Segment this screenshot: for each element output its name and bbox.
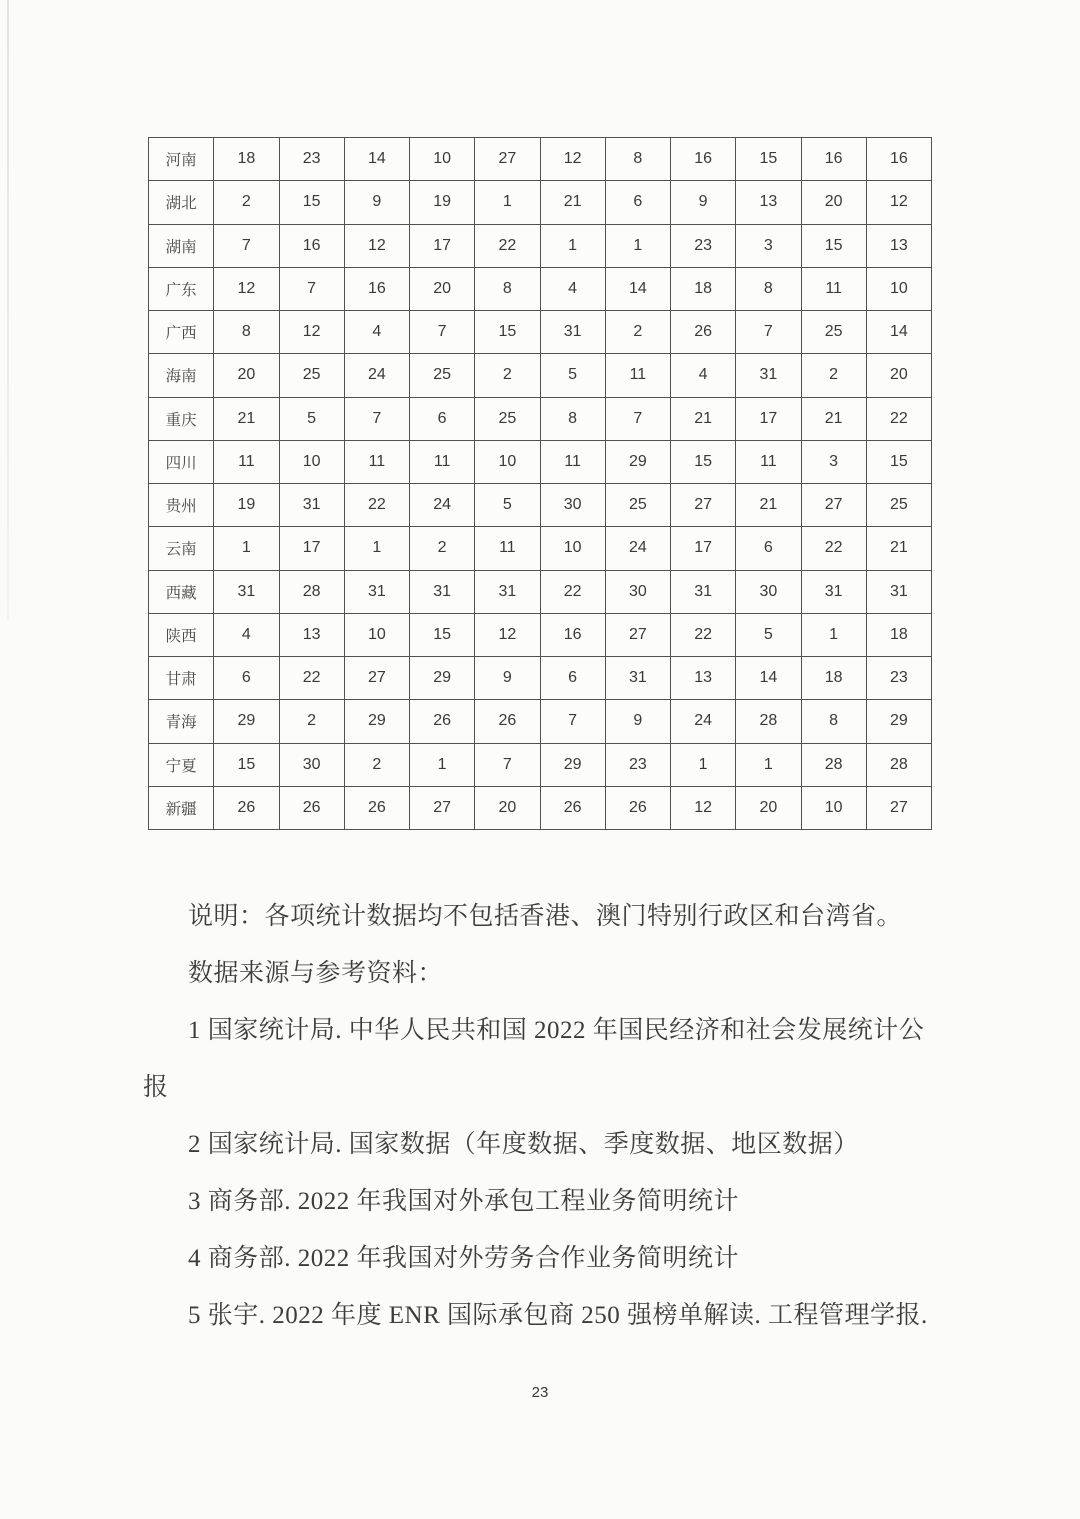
table-cell: 10 bbox=[475, 440, 540, 483]
table-cell: 18 bbox=[671, 267, 736, 310]
table-cell: 6 bbox=[605, 181, 670, 224]
table-cell: 10 bbox=[279, 440, 344, 483]
table-cell: 7 bbox=[475, 743, 540, 786]
table-row bbox=[149, 786, 932, 829]
table-cell: 13 bbox=[866, 224, 931, 267]
table-cell: 24 bbox=[410, 484, 475, 527]
table-row bbox=[149, 657, 932, 700]
table-cell: 20 bbox=[866, 354, 931, 397]
table-cell: 16 bbox=[279, 224, 344, 267]
table-cell: 16 bbox=[801, 138, 866, 181]
table-cell: 5 bbox=[279, 397, 344, 440]
table-cell: 27 bbox=[475, 138, 540, 181]
table-cell: 22 bbox=[344, 484, 409, 527]
table-cell: 28 bbox=[279, 570, 344, 613]
table-cell: 9 bbox=[475, 657, 540, 700]
table-cell: 13 bbox=[279, 613, 344, 656]
table-cell: 9 bbox=[671, 181, 736, 224]
table-cell: 16 bbox=[344, 267, 409, 310]
table-row bbox=[149, 181, 932, 224]
table-cell: 29 bbox=[410, 657, 475, 700]
table-cell: 14 bbox=[605, 267, 670, 310]
table-cell: 31 bbox=[605, 657, 670, 700]
table-cell: 20 bbox=[214, 354, 279, 397]
table-row bbox=[149, 440, 932, 483]
table-cell: 17 bbox=[279, 527, 344, 570]
table-cell: 31 bbox=[214, 570, 279, 613]
table-cell: 30 bbox=[540, 484, 605, 527]
table-cell: 6 bbox=[540, 657, 605, 700]
table-cell: 2 bbox=[605, 311, 670, 354]
table-cell: 19 bbox=[410, 181, 475, 224]
table-cell: 6 bbox=[736, 527, 801, 570]
table-cell: 14 bbox=[736, 657, 801, 700]
note-line: 3 商务部. 2022 年我国对外承包工程业务简明统计 bbox=[188, 1188, 740, 1215]
table-cell: 1 bbox=[214, 527, 279, 570]
row-label: 湖南 bbox=[149, 224, 214, 267]
table-cell: 10 bbox=[801, 786, 866, 829]
row-label: 陕西 bbox=[149, 613, 214, 656]
table-cell: 17 bbox=[671, 527, 736, 570]
table-cell: 12 bbox=[279, 311, 344, 354]
table-cell: 12 bbox=[540, 138, 605, 181]
table-cell: 8 bbox=[605, 138, 670, 181]
table-cell: 6 bbox=[214, 657, 279, 700]
note-line: 1 国家统计局. 中华人民共和国 2022 年国民经济和社会发展统计公 bbox=[188, 1017, 925, 1044]
table-cell: 7 bbox=[410, 311, 475, 354]
table-cell: 27 bbox=[344, 657, 409, 700]
table-cell: 1 bbox=[475, 181, 540, 224]
note-line: 2 国家统计局. 国家数据（年度数据、季度数据、地区数据） bbox=[188, 1131, 859, 1158]
table-cell: 4 bbox=[214, 613, 279, 656]
table-cell: 26 bbox=[344, 786, 409, 829]
table-cell: 12 bbox=[475, 613, 540, 656]
table-cell: 7 bbox=[214, 224, 279, 267]
table-cell: 22 bbox=[475, 224, 540, 267]
table-cell: 26 bbox=[605, 786, 670, 829]
table-cell: 28 bbox=[736, 700, 801, 743]
table-cell: 2 bbox=[344, 743, 409, 786]
table-cell: 29 bbox=[605, 440, 670, 483]
row-label: 甘肃 bbox=[149, 657, 214, 700]
table-row bbox=[149, 354, 932, 397]
table-cell: 2 bbox=[279, 700, 344, 743]
row-label: 宁夏 bbox=[149, 743, 214, 786]
note-line: 4 商务部. 2022 年我国对外劳务合作业务简明统计 bbox=[188, 1245, 740, 1272]
table-cell: 23 bbox=[605, 743, 670, 786]
table-cell: 2 bbox=[410, 527, 475, 570]
table-cell: 18 bbox=[866, 613, 931, 656]
table-cell: 7 bbox=[279, 267, 344, 310]
table-cell: 20 bbox=[801, 181, 866, 224]
table-cell: 31 bbox=[344, 570, 409, 613]
table-cell: 31 bbox=[866, 570, 931, 613]
table-cell: 20 bbox=[736, 786, 801, 829]
table-cell: 22 bbox=[801, 527, 866, 570]
table-row bbox=[149, 527, 932, 570]
table-cell: 17 bbox=[736, 397, 801, 440]
table-cell: 31 bbox=[279, 484, 344, 527]
table-row bbox=[149, 570, 932, 613]
row-label: 湖北 bbox=[149, 181, 214, 224]
table-cell: 12 bbox=[214, 267, 279, 310]
page-number: 23 bbox=[531, 1384, 549, 1401]
table-cell: 15 bbox=[475, 311, 540, 354]
note-line: 说明：各项统计数据均不包括香港、澳门特别行政区和台湾省。 bbox=[188, 903, 903, 930]
table-cell: 29 bbox=[540, 743, 605, 786]
table-cell: 11 bbox=[214, 440, 279, 483]
table-cell: 20 bbox=[475, 786, 540, 829]
table-cell: 15 bbox=[410, 613, 475, 656]
table-cell: 31 bbox=[671, 570, 736, 613]
table-cell: 12 bbox=[344, 224, 409, 267]
table-row bbox=[149, 484, 932, 527]
table-cell: 2 bbox=[801, 354, 866, 397]
table-cell: 4 bbox=[540, 267, 605, 310]
table-cell: 3 bbox=[736, 224, 801, 267]
table-cell: 2 bbox=[214, 181, 279, 224]
row-label: 广西 bbox=[149, 311, 214, 354]
row-label: 海南 bbox=[149, 354, 214, 397]
table-cell: 24 bbox=[344, 354, 409, 397]
table-cell: 31 bbox=[736, 354, 801, 397]
table-cell: 31 bbox=[410, 570, 475, 613]
table-cell: 21 bbox=[540, 181, 605, 224]
table-cell: 10 bbox=[540, 527, 605, 570]
table-cell: 2 bbox=[475, 354, 540, 397]
table-cell: 9 bbox=[344, 181, 409, 224]
table-cell: 25 bbox=[801, 311, 866, 354]
table-cell: 27 bbox=[605, 613, 670, 656]
table-cell: 24 bbox=[671, 700, 736, 743]
row-label: 新疆 bbox=[149, 786, 214, 829]
table-cell: 8 bbox=[736, 267, 801, 310]
table-cell: 10 bbox=[344, 613, 409, 656]
table-cell: 29 bbox=[214, 700, 279, 743]
table-cell: 18 bbox=[214, 138, 279, 181]
table-cell: 1 bbox=[344, 527, 409, 570]
table-cell: 11 bbox=[475, 527, 540, 570]
table-cell: 25 bbox=[605, 484, 670, 527]
table-cell: 25 bbox=[475, 397, 540, 440]
table-cell: 10 bbox=[410, 138, 475, 181]
notes-section bbox=[143, 888, 973, 1344]
table-cell: 26 bbox=[540, 786, 605, 829]
rank-table-body bbox=[149, 138, 932, 830]
table-cell: 8 bbox=[475, 267, 540, 310]
row-label: 四川 bbox=[149, 440, 214, 483]
table-cell: 31 bbox=[475, 570, 540, 613]
table-cell: 16 bbox=[540, 613, 605, 656]
table-cell: 21 bbox=[214, 397, 279, 440]
table-cell: 15 bbox=[801, 224, 866, 267]
table-cell: 28 bbox=[866, 743, 931, 786]
table-cell: 1 bbox=[540, 224, 605, 267]
table-cell: 15 bbox=[214, 743, 279, 786]
table-cell: 1 bbox=[801, 613, 866, 656]
table-row bbox=[149, 613, 932, 656]
table-cell: 31 bbox=[801, 570, 866, 613]
table-cell: 5 bbox=[475, 484, 540, 527]
table-cell: 21 bbox=[671, 397, 736, 440]
table-cell: 30 bbox=[605, 570, 670, 613]
table-cell: 22 bbox=[279, 657, 344, 700]
table-cell: 13 bbox=[736, 181, 801, 224]
table-cell: 25 bbox=[866, 484, 931, 527]
table-cell: 12 bbox=[866, 181, 931, 224]
table-cell: 20 bbox=[410, 267, 475, 310]
table-cell: 16 bbox=[671, 138, 736, 181]
table-cell: 27 bbox=[801, 484, 866, 527]
table-row bbox=[149, 743, 932, 786]
table-cell: 19 bbox=[214, 484, 279, 527]
table-cell: 30 bbox=[736, 570, 801, 613]
table-cell: 5 bbox=[736, 613, 801, 656]
table-cell: 5 bbox=[540, 354, 605, 397]
table-cell: 22 bbox=[671, 613, 736, 656]
table-cell: 29 bbox=[866, 700, 931, 743]
table-cell: 11 bbox=[605, 354, 670, 397]
table-cell: 11 bbox=[736, 440, 801, 483]
note-line: 数据来源与参考资料： bbox=[188, 960, 444, 987]
table-cell: 21 bbox=[801, 397, 866, 440]
table-cell: 26 bbox=[214, 786, 279, 829]
table-cell: 9 bbox=[605, 700, 670, 743]
table-cell: 4 bbox=[344, 311, 409, 354]
table-cell: 17 bbox=[410, 224, 475, 267]
table-cell: 7 bbox=[605, 397, 670, 440]
table-cell: 28 bbox=[801, 743, 866, 786]
table-cell: 18 bbox=[801, 657, 866, 700]
table-cell: 3 bbox=[801, 440, 866, 483]
table-cell: 16 bbox=[866, 138, 931, 181]
table-row bbox=[149, 397, 932, 440]
table-cell: 13 bbox=[671, 657, 736, 700]
table-cell: 6 bbox=[410, 397, 475, 440]
table-cell: 15 bbox=[671, 440, 736, 483]
table-cell: 14 bbox=[866, 311, 931, 354]
row-label: 青海 bbox=[149, 700, 214, 743]
row-label: 广东 bbox=[149, 267, 214, 310]
table-cell: 31 bbox=[540, 311, 605, 354]
table-cell: 11 bbox=[344, 440, 409, 483]
table-cell: 7 bbox=[736, 311, 801, 354]
table-cell: 12 bbox=[671, 786, 736, 829]
table-cell: 25 bbox=[410, 354, 475, 397]
table-cell: 26 bbox=[279, 786, 344, 829]
table-cell: 4 bbox=[671, 354, 736, 397]
table-cell: 8 bbox=[540, 397, 605, 440]
table-row bbox=[149, 700, 932, 743]
table-cell: 21 bbox=[736, 484, 801, 527]
table-cell: 8 bbox=[801, 700, 866, 743]
table-cell: 27 bbox=[410, 786, 475, 829]
table-cell: 22 bbox=[540, 570, 605, 613]
table-cell: 1 bbox=[605, 224, 670, 267]
table-cell: 15 bbox=[736, 138, 801, 181]
table-cell: 23 bbox=[671, 224, 736, 267]
table-cell: 1 bbox=[410, 743, 475, 786]
table-cell: 15 bbox=[866, 440, 931, 483]
table-cell: 24 bbox=[605, 527, 670, 570]
table-cell: 1 bbox=[736, 743, 801, 786]
table-cell: 1 bbox=[671, 743, 736, 786]
row-label: 河南 bbox=[149, 138, 214, 181]
note-line: 5 张宇. 2022 年度 ENR 国际承包商 250 强榜单解读. 工程管理学报. bbox=[188, 1302, 928, 1329]
table-cell: 8 bbox=[214, 311, 279, 354]
table-cell: 10 bbox=[866, 267, 931, 310]
table-cell: 25 bbox=[279, 354, 344, 397]
table-cell: 27 bbox=[866, 786, 931, 829]
table-row bbox=[149, 311, 932, 354]
table-cell: 11 bbox=[801, 267, 866, 310]
table-row bbox=[149, 224, 932, 267]
table-cell: 23 bbox=[866, 657, 931, 700]
table-cell: 15 bbox=[279, 181, 344, 224]
table-row bbox=[149, 138, 932, 181]
table-cell: 26 bbox=[475, 700, 540, 743]
note-line: 报 bbox=[143, 1074, 169, 1101]
table-cell: 23 bbox=[279, 138, 344, 181]
province-rank-table bbox=[148, 137, 932, 830]
table-cell: 14 bbox=[344, 138, 409, 181]
table-cell: 26 bbox=[671, 311, 736, 354]
row-label: 云南 bbox=[149, 527, 214, 570]
table-cell: 26 bbox=[410, 700, 475, 743]
table-cell: 29 bbox=[344, 700, 409, 743]
table-cell: 21 bbox=[866, 527, 931, 570]
table-cell: 27 bbox=[671, 484, 736, 527]
row-label: 重庆 bbox=[149, 397, 214, 440]
scan-edge-artifact bbox=[7, 0, 9, 620]
table-cell: 7 bbox=[344, 397, 409, 440]
table-cell: 7 bbox=[540, 700, 605, 743]
row-label: 西藏 bbox=[149, 570, 214, 613]
table-cell: 11 bbox=[540, 440, 605, 483]
table-cell: 22 bbox=[866, 397, 931, 440]
row-label: 贵州 bbox=[149, 484, 214, 527]
table-row bbox=[149, 267, 932, 310]
table-cell: 11 bbox=[410, 440, 475, 483]
table-cell: 30 bbox=[279, 743, 344, 786]
